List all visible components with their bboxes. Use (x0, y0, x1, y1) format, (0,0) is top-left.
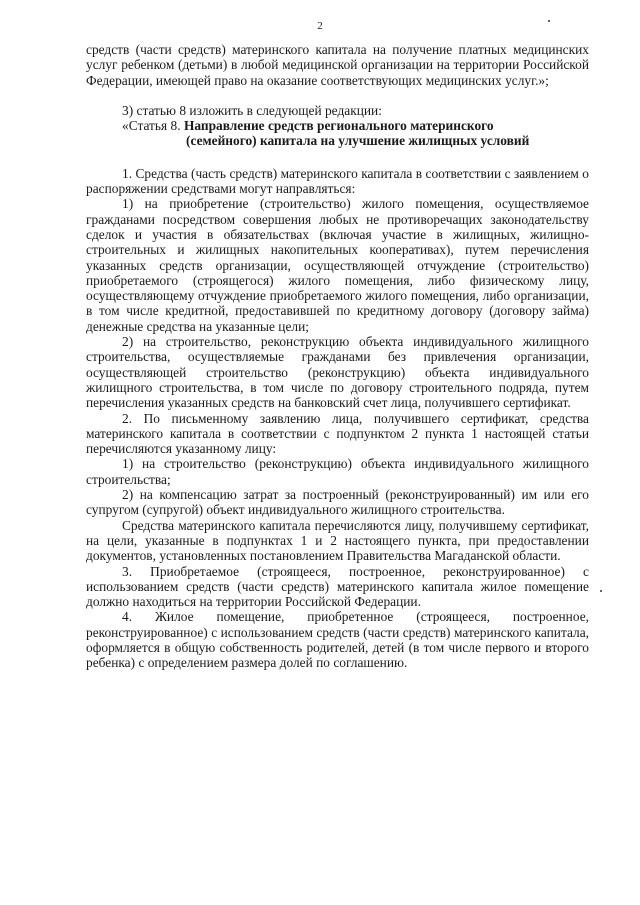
article-heading (86, 118, 589, 133)
paragraph-clause-4: 4. Жилое помещение, приобретенное (строящееся, построенное, реконструированное) с использованием средств (части средств) материнского капитала, оформляется в общую собственность родителей, детей (в том числе первого и второго ребенка) с определением размера долей по соглашению. (86, 609, 589, 671)
paragraph-clause-1: 1. Средства (часть средств) материнского капитала в соответствии с заявлением о распоряжении средствами могут направляться: (86, 165, 589, 197)
scan-speck (600, 590, 602, 592)
scan-speck (548, 20, 550, 22)
paragraph-continuation: средств (части средств) материнского капитала на получение платных медицинских услуг ребенком (детьми) в любой медицинской организации на территории Российской Федерации, имеющей право на оказание соответствующих медицинских услуг.»; (86, 42, 589, 88)
paragraph-clause-3: 3. Приобретаемое (строящееся, построенное, реконструированное) с использованием средств (части средств) материнского капитала жилое помещение должно находиться на территории Российской Федерации. (86, 563, 589, 610)
article-heading-title-line2: (семейного) капитала на улучшение жилищных условий (186, 133, 530, 149)
paragraph-clause-1-item-1: 1) на приобретение (строительство) жилого помещения, осуществляемое гражданами посредством совершения любых не противоречащих законодательству сделок и участия в обязательствах (включая участие в жилищных, жилищно-строительных и жилищных накопительных кооперативах), путем перечисления указанных средств организации, осуществляющей отчуждение (строительство) приобретаемого (строящегося) жилого помещения, либо физическому лицу, осуществляющему отчуждение приобретаемого жилого помещения, либо организации, в том числе кредитной, предоставившей по кредитному договору (договору займа) денежные средства на указанные цели; (86, 196, 589, 334)
article-heading-title: Направление средств регионального материнского (183, 118, 494, 134)
paragraph-clause-1-item-2: 2) на строительство, реконструкцию объекта индивидуального жилищного строительства, осуществляемые гражданами без привлечения организации, осуществляющей строительство (реконструкцию) объекта индивидуального жилищного строительства, в том числе по договору строительного подряда, путем перечисления указанных средств на банковский счет лица, получившего сертификат. (86, 334, 589, 411)
article-heading-prefix: «Статья 8. (122, 118, 181, 134)
paragraph-clause-2-note: Средства материнского капитала перечисляются лицу, получившему сертификат, на цели, указанные в подпунктах 1 и 2 настоящего пункта, при предоставлении документов, установленных постановлением Правительства Магаданской области. (86, 517, 589, 564)
paragraph-amendment-intro: 3) статью 8 изложить в следующей редакции: (122, 102, 382, 118)
page-number: 2 (317, 20, 323, 32)
paragraph-clause-2: 2. По письменному заявлению лица, получившего сертификат, средства материнского капитала в соответствии с подпунктом 2 пункта 1 настоящей статьи перечисляются указанному лицу: (86, 410, 589, 457)
paragraph-clause-2-item-1: 1) на строительство (реконструкцию) объекта индивидуального жилищного строительства; (86, 456, 589, 487)
paragraph-clause-2-item-2: 2) на компенсацию затрат за построенный (реконструированный) им или его супругом (супругой) объект индивидуального жилищного строительства. (86, 487, 589, 518)
document-body (86, 42, 589, 671)
